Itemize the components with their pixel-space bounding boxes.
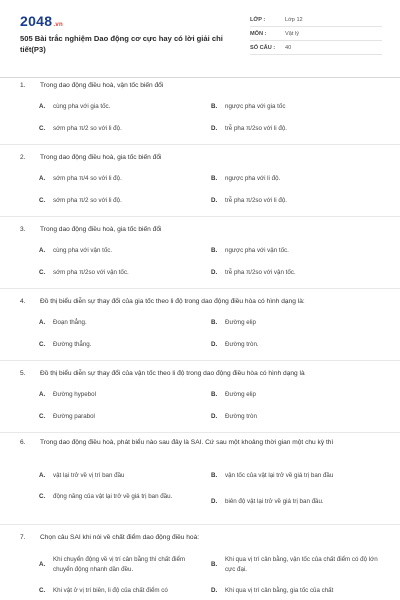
question-divider (0, 216, 400, 217)
meta-value: Lớp 12 (285, 16, 303, 23)
meta-row-count (250, 41, 382, 55)
question-number: 2. (20, 154, 26, 161)
option-d[interactable]: D. biên độ vật lại trở về giá trị ban đầu. (211, 498, 324, 505)
option-c[interactable]: C. sớm pha π/2so với vận tốc. (39, 269, 129, 276)
question-divider (0, 144, 400, 145)
option-b[interactable]: B. Đường elip (211, 391, 256, 398)
option-b[interactable]: B. Khi qua vị trí cân bằng, vận tốc của chất điểm có độ lớn cực đại. (211, 556, 378, 573)
document-title: 505 Bài trắc nghiệm Dao động cơ cực hay có lời giải chi tiết(P3) (20, 34, 223, 54)
option-a[interactable]: A. Đoạn thẳng. (39, 319, 87, 326)
site-logo[interactable]: 2048.vn (20, 13, 63, 29)
option-d[interactable]: D. trễ pha π/2so với li độ. (211, 125, 287, 132)
question-text: Trong dao động điều hoà, gia tốc biến đổi (40, 154, 162, 161)
option-a[interactable]: A. sớm pha π/4 so với li độ. (39, 175, 122, 182)
option-d[interactable]: D. trễ pha π/2so với li độ. (211, 197, 287, 204)
option-c[interactable]: C. động năng của vật lại trở về giá trị ban đầu. (39, 493, 173, 500)
question-text: Trong dao động điều hoà, phát biểu nào sau đây là SAI. Cứ sau một khoảng thời gian một chu kỳ thì (40, 439, 334, 446)
question-text: Trong dao động điều hoà, vận tốc biến đổi (40, 82, 164, 89)
meta-row-class (250, 13, 382, 27)
option-a[interactable]: A. vật lại trở về vị trí ban đầu (39, 472, 125, 479)
question-number: 5. (20, 370, 26, 377)
question-text: Đồ thị biểu diễn sự thay đổi của vận tốc theo li độ trong dao động điều hòa có hình dạng là (40, 370, 305, 377)
question-stem (20, 368, 375, 379)
question-number: 6. (20, 439, 26, 446)
document-header (0, 0, 400, 78)
option-a[interactable]: A. cùng pha với vận tốc. (39, 247, 113, 254)
question-stem (20, 296, 375, 307)
question-divider (0, 288, 400, 289)
option-a[interactable]: A. Đường hypebol (39, 391, 96, 398)
option-a[interactable]: A. cùng pha với gia tốc. (39, 103, 111, 110)
meta-row-subject (250, 27, 382, 41)
option-b[interactable]: B. ngược pha với gia tốc (211, 103, 286, 110)
meta-label: LỚP : (250, 16, 266, 23)
option-b[interactable]: B. vận tốc của vật lại trở về giá trị ban đầu (211, 472, 334, 479)
option-c[interactable]: C. Khi vật ở vị trí biên, li độ của chất điểm có (39, 587, 168, 594)
meta-info (250, 13, 382, 55)
question-text: Đồ thị biểu diễn sự thay đổi của gia tốc theo li độ trong dao động điều hòa có hình dạng là: (40, 298, 305, 305)
meta-label: SỐ CÂU : (250, 44, 276, 51)
meta-value: 40 (285, 44, 292, 51)
question-number: 7. (20, 534, 26, 541)
option-c[interactable]: C. sớm pha π/2 so với li độ. (39, 197, 122, 204)
option-d[interactable]: D. Khi qua vị trí cân bằng, gia tốc của chất (211, 587, 334, 594)
question-stem (20, 80, 375, 91)
question-number: 1. (20, 82, 26, 89)
option-c[interactable]: C. Đường parabol (39, 413, 95, 420)
option-d[interactable]: D. Đường tròn (211, 413, 257, 420)
option-c[interactable]: C. sớm pha π/2 so với li độ. (39, 125, 122, 132)
question-number: 4. (20, 298, 26, 305)
option-b[interactable]: B. ngược pha với vận tốc. (211, 247, 289, 254)
option-b[interactable]: B. ngược pha với li độ. (211, 175, 281, 182)
question-stem (20, 224, 375, 235)
question-divider (0, 524, 400, 525)
option-d[interactable]: D. trễ pha π/2so với vận tốc. (211, 269, 296, 276)
meta-label: MÔN : (250, 30, 267, 37)
question-divider (0, 432, 400, 433)
logo-suffix: .vn (53, 22, 63, 28)
question-text: Chọn câu SAI khi nói về chất điểm dao động điều hoà: (40, 534, 200, 541)
question-stem (20, 152, 375, 163)
question-number: 3. (20, 226, 26, 233)
option-c[interactable]: C. Đường thẳng. (39, 341, 92, 348)
option-d[interactable]: D. Đường tròn. (211, 341, 259, 348)
question-text: Trong dao động điều hoà, gia tốc biến đổi (40, 226, 162, 233)
option-a[interactable]: A. Khi chuyển động về vị trí cân bằng thì chất điểm chuyển động nhanh dần đều. (39, 556, 186, 573)
meta-value: Vật lý (285, 30, 299, 37)
option-b[interactable]: B. Đường elip (211, 319, 256, 326)
question-stem (20, 437, 375, 448)
question-stem (20, 532, 375, 543)
question-divider (0, 360, 400, 361)
